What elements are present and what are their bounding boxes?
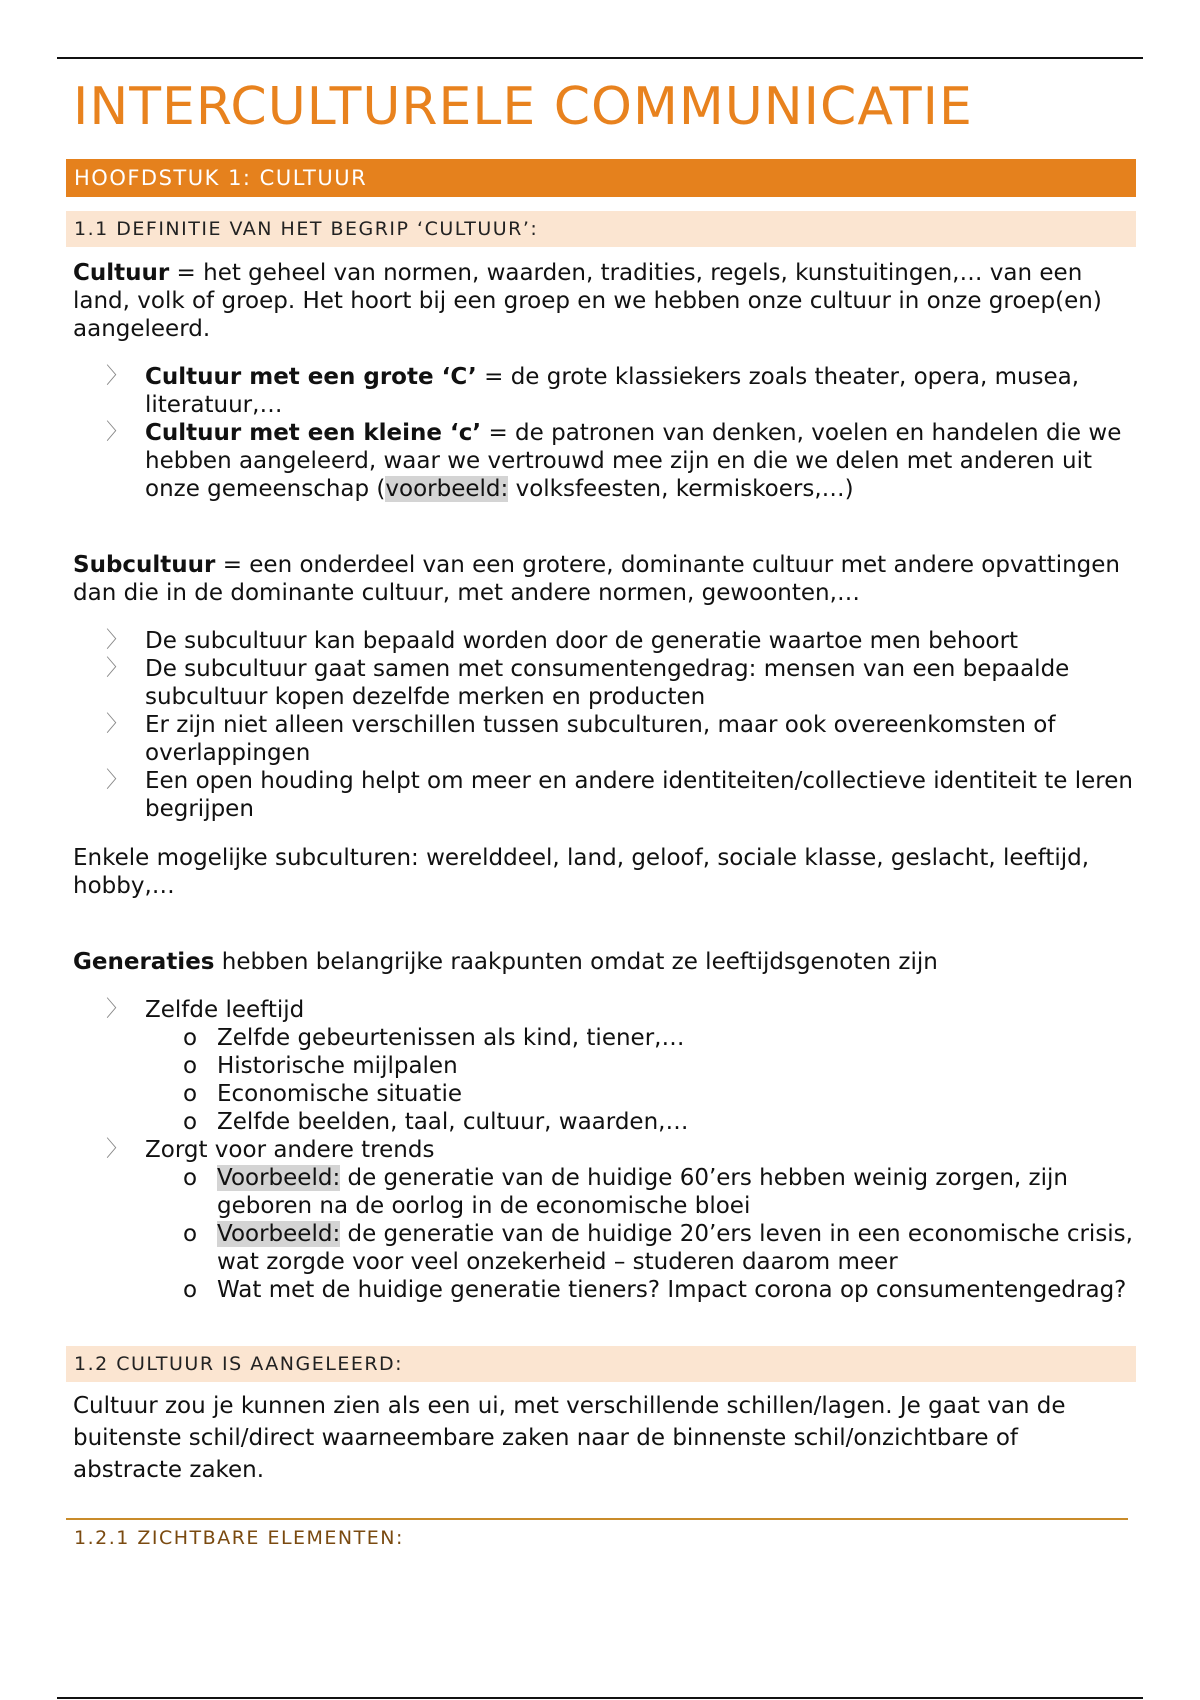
sub-bullet-text: de generatie van de huidige 20’ers leven in een economische crisis, wat zorgde voor veel onzekerheid – studeren daarom meer (217, 1221, 1133, 1275)
sub-bullet-text: Economische situatie (217, 1081, 462, 1107)
list-item (106, 1136, 1136, 1304)
chevron-right-icon: 〉 (106, 1137, 129, 1162)
term-subcultuur: Subcultuur (73, 552, 216, 578)
list-item (106, 419, 1136, 503)
chevron-right-icon: 〉 (106, 712, 129, 737)
highlight-voorbeeld: Voorbeeld: (217, 1165, 341, 1191)
document-title: INTERCULTURELE COMMUNICATIE (73, 77, 973, 137)
bullet-text: volksfeesten, kermiskoers,…) (508, 476, 854, 502)
circle-bullet-icon: o (183, 1277, 198, 1303)
circle-bullet-icon: o (183, 1053, 198, 1079)
cultuur-bullet-list (66, 363, 1136, 503)
chevron-right-icon: 〉 (106, 364, 129, 389)
bullet-text: Er zijn niet alleen verschillen tussen subculturen, maar ook overeenkomsten of overlappingen (145, 712, 1056, 766)
highlight-voorbeeld: Voorbeeld: (217, 1221, 341, 1247)
generaties-bullet-list (66, 996, 1136, 1304)
bullet-text: De subcultuur gaat samen met consumentengedrag: mensen van een bepaalde subcultuur kopen dezelfde merken en producten (145, 656, 1070, 710)
highlight-voorbeeld: voorbeeld: (385, 476, 509, 502)
circle-bullet-icon: o (183, 1081, 198, 1107)
cultuur-definition (73, 259, 1128, 343)
cultuur-definition-text: = het geheel van normen, waarden, tradities, regels, kunstuitingen,… van een land, volk of groep. Het hoort bij een groep en we hebben onze cultuur in onze groep(en) aangeleerd. (73, 260, 1102, 342)
bullet-text: Zorgt voor andere trends (145, 1137, 435, 1163)
sub-list-item (183, 1024, 1136, 1052)
section-1-2-text: Cultuur zou je kunnen zien als een ui, met verschillende schillen/lagen. Je gaat van de buitenste schil/direct waarneembare zaken naar de binnenste schil/onzichtbare of abstracte zaken. (73, 1393, 1066, 1483)
sub-bullet-text: de generatie van de huidige 60’ers hebben weinig zorgen, zijn geboren na de oorlog in de economische bloei (217, 1165, 1068, 1219)
bullet-text: Zelfde leeftijd (145, 997, 305, 1023)
chevron-right-icon: 〉 (106, 656, 129, 681)
term-cultuur: Cultuur (73, 260, 170, 286)
generaties-sublist-2 (145, 1164, 1136, 1304)
top-rule (57, 57, 1143, 59)
term-generaties: Generaties (73, 949, 215, 975)
subcultuur-definition (73, 551, 1128, 607)
subsection-heading-1-2-1: 1.2.1 ZICHTBARE ELEMENTEN: (66, 1518, 1128, 1549)
chevron-right-icon: 〉 (106, 768, 129, 793)
chevron-right-icon: 〉 (106, 420, 129, 445)
list-item (106, 711, 1136, 767)
bullet-text: = de grote klassiekers zoals theater, opera, musea, literatuur,… (145, 364, 1080, 418)
sub-list-item (183, 1220, 1136, 1276)
sub-bullet-text: Wat met de huidige generatie tieners? Impact corona op consumentengedrag? (217, 1277, 1127, 1303)
term-kleine-c: Cultuur met een kleine ‘c’ (145, 420, 482, 446)
list-item (106, 655, 1136, 711)
section-heading-1-1: 1.1 DEFINITIE VAN HET BEGRIP ‘CULTUUR’: (66, 211, 1136, 247)
sub-list-item (183, 1108, 1136, 1136)
bullet-text: Een open houding helpt om meer en andere identiteiten/collectieve identiteit te leren begrijpen (145, 768, 1133, 822)
circle-bullet-icon: o (183, 1221, 198, 1247)
subcultures-examples: Enkele mogelijke subculturen: werelddeel, land, geloof, sociale klasse, geslacht, leeftijd, hobby,… (73, 845, 1090, 899)
circle-bullet-icon: o (183, 1165, 198, 1191)
chapter-heading: HOOFDSTUK 1: CULTUUR (66, 159, 1136, 197)
bullet-text: = de patronen van denken, voelen en handelen die we hebben aangeleerd, waar we vertrouwd mee zijn en die we delen met anderen uit onze gemeenschap ( (145, 420, 1122, 502)
generaties-sublist-1 (145, 1024, 1136, 1136)
bottom-rule (57, 1697, 1143, 1699)
list-item (106, 363, 1136, 419)
sub-list-item (183, 1080, 1136, 1108)
document-page (66, 66, 1136, 1549)
sub-list-item (183, 1052, 1136, 1080)
list-item (106, 627, 1136, 655)
bullet-text: De subcultuur kan bepaald worden door de generatie waartoe men behoort (145, 628, 1019, 654)
sub-list-item (183, 1164, 1136, 1220)
list-item (106, 996, 1136, 1136)
circle-bullet-icon: o (183, 1025, 198, 1051)
sub-list-item (183, 1276, 1136, 1304)
chevron-right-icon: 〉 (106, 997, 129, 1022)
sub-bullet-text: Zelfde beelden, taal, cultuur, waarden,… (217, 1109, 689, 1135)
circle-bullet-icon: o (183, 1109, 198, 1135)
generaties-intro-text: hebben belangrijke raakpunten omdat ze leeftijdsgenoten zijn (214, 949, 938, 975)
section-heading-1-2: 1.2 CULTUUR IS AANGELEERD: (66, 1346, 1136, 1382)
term-grote-c: Cultuur met een grote ‘C’ (145, 364, 477, 390)
list-item (106, 767, 1136, 823)
subcultuur-bullet-list (66, 627, 1136, 823)
generaties-intro (73, 948, 1128, 976)
chevron-right-icon: 〉 (106, 628, 129, 653)
subcultuur-definition-text: = een onderdeel van een grotere, dominante cultuur met andere opvattingen dan die in de dominante cultuur, met andere normen, gewoonten,… (73, 552, 1120, 606)
sub-bullet-text: Historische mijlpalen (217, 1053, 458, 1079)
sub-bullet-text: Zelfde gebeurtenissen als kind, tiener,… (217, 1025, 685, 1051)
